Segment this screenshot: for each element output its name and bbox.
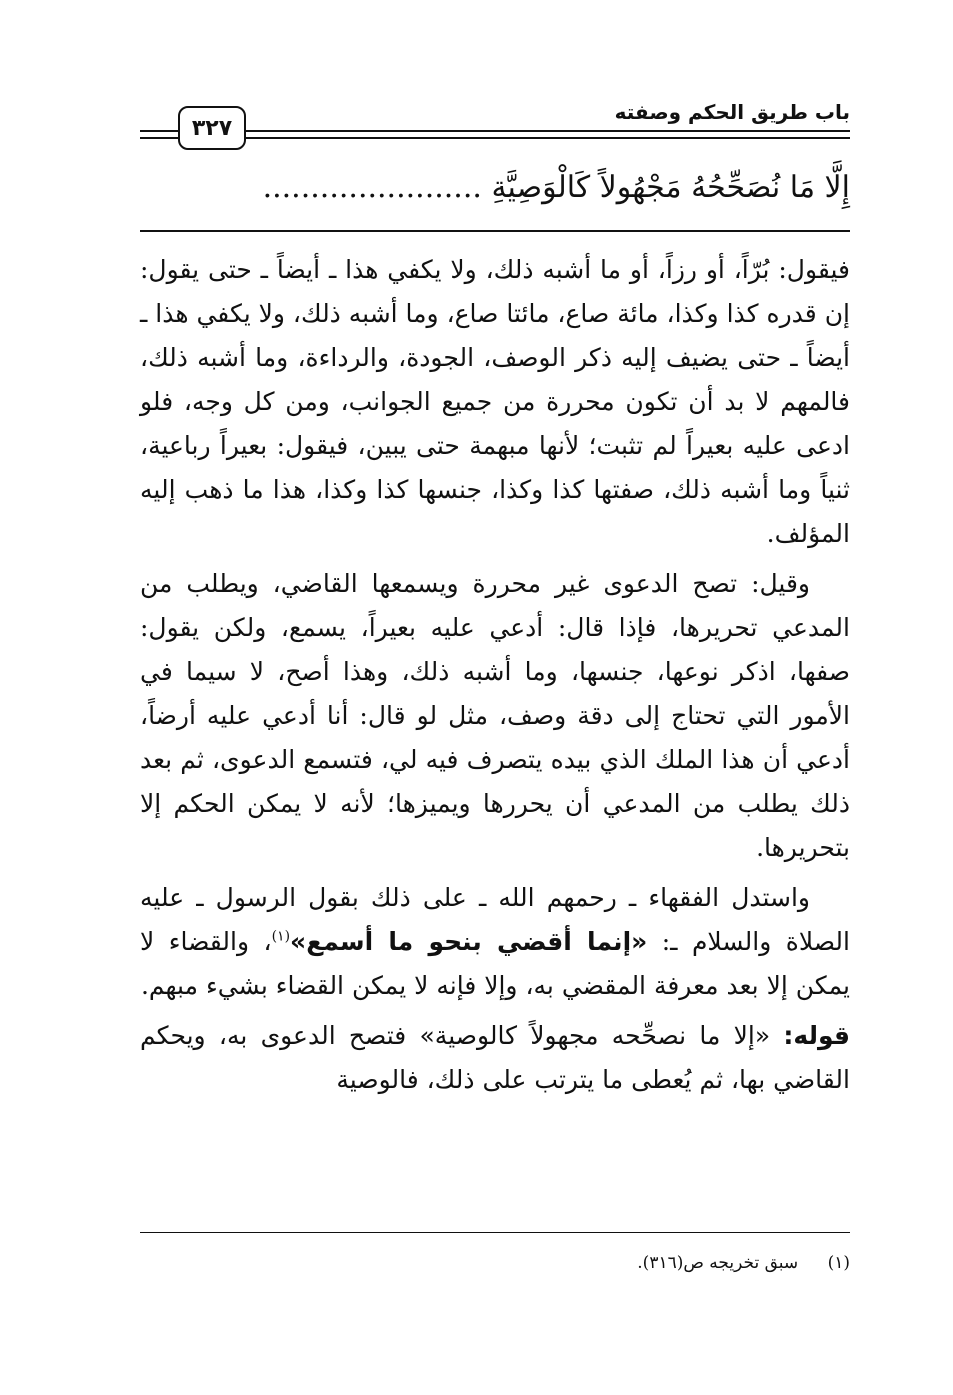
footnote-text: سبق تخريجه ص(٣١٦). xyxy=(637,1253,799,1273)
header-rule-left xyxy=(140,130,178,132)
running-title: باب طريق الحكم وصفته xyxy=(614,100,850,124)
p3-before: واستدل الفقهاء ـ رحمهم الله ـ على ذلك بقول الرسول ـ عليه الصلاة والسلام ـ: xyxy=(140,883,850,956)
qawluhu-label: قوله: xyxy=(783,1021,850,1050)
footnote xyxy=(140,1248,850,1278)
footnote-ref: (١) xyxy=(271,928,291,945)
paragraph-2: وقيل: تصح الدعوى غير محررة ويسمعها القاضي، ويطلب من المدعي تحريرها، فإذا قال: أدعي عليه بعيراً، يسمع، ولكن يقول: صفها، اذكر نوعها، جنسها، وما أشبه ذلك، وهذا أصح، لا سيما في الأمور التي تحتاج إلى دقة وصف، مثل لو قال: أنا أدعي عليه أرضاً، أدعي أن هذا الملك الذي بيده يتصرف فيه لي، فتسمع الدعوى، ثم بعد ذلك يطلب من المدعي أن يحررها ويميزها؛ لأنه لا يمكن الحكم إلا بتحريرها. xyxy=(140,569,850,862)
matn-dots: ....................... xyxy=(262,170,482,205)
paragraph-3 xyxy=(140,876,850,1008)
p3-after: ، والقضاء لا يمكن إلا بعد معرفة المقضي به، وإلا فإنه لا يمكن القضاء بشيء مبهم. xyxy=(140,927,850,1000)
header-rule-left-2 xyxy=(140,137,178,139)
matn-separator xyxy=(140,230,850,232)
page-header xyxy=(140,100,850,150)
footnote-number: (١) xyxy=(827,1253,850,1273)
header-rule-right xyxy=(242,130,850,132)
footnote-separator xyxy=(140,1232,850,1233)
hadith-quote: «إنما أقضي بنحو ما أسمع» xyxy=(290,927,648,956)
matn-text: إِلَّا مَا نُصَحِّحُهُ مَجْهُولاً كَالْوَصِيَّةِ xyxy=(491,170,850,205)
page-number: ٣٢٧ xyxy=(178,106,246,150)
matn-line xyxy=(140,160,850,216)
p4-after: فتصح الدعوى به، ويحكم القاضي بها، ثم يُعطى ما يترتب على ذلك، فالوصية xyxy=(140,1021,850,1094)
commentary-text xyxy=(140,248,850,1108)
paragraph-1: فيقول: بُرّاً، أو رزاً، أو ما أشبه ذلك، ولا يكفي هذا ـ أيضاً ـ حتى يقول: إن قدره كذا وكذا، مائة صاع، مائتا صاع، وما أشبه ذلك، ولا يكفي هذا ـ أيضاً ـ حتى يضيف إليه ذكر الوصف، الجودة، والرداءة، وما أشبه ذلك، فالمهم لا بد أن تكون محررة من جميع الجوانب، ومن كل وجه، فلو ادعى عليه بعيراً لم تثبت؛ لأنها مبهمة حتى يبين، فيقول: بعيراً رباعية، ثنياً وما أشبه ذلك، صفتها كذا وكذا، جنسها كذا وكذا، هذا ما ذهب إليه المؤلف. xyxy=(139,255,850,548)
header-rule-right-2 xyxy=(242,137,850,139)
paragraph-4 xyxy=(140,1014,850,1102)
matn-quote: «إلا ما نصحِّحه مجهولاً كالوصية» xyxy=(419,1021,784,1050)
